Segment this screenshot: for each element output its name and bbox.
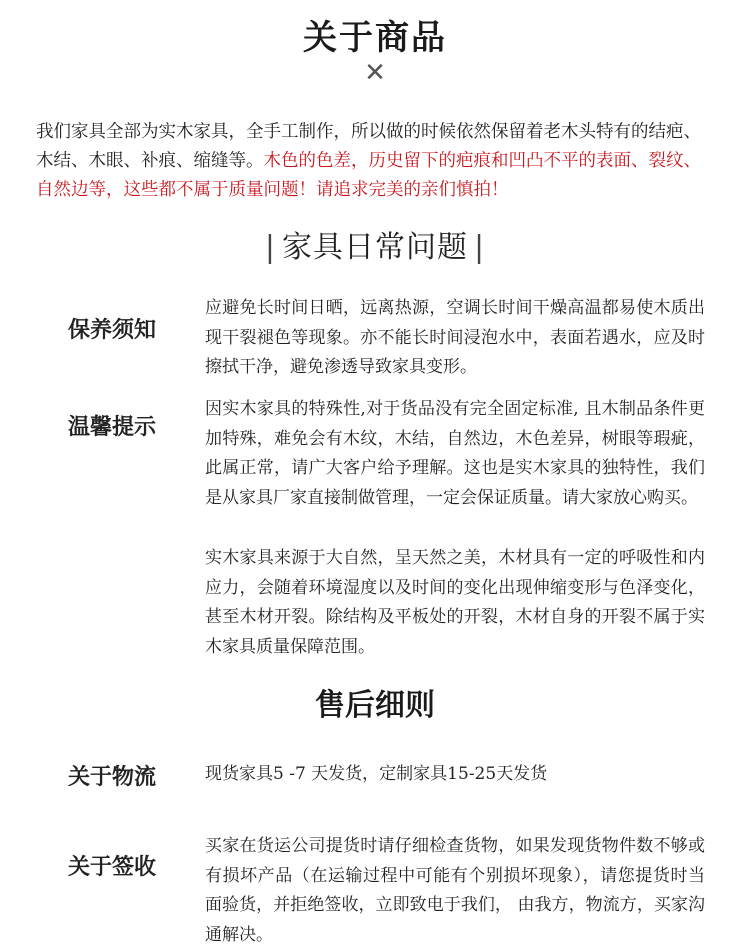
after-sales-heading: 售后细则 (315, 688, 435, 723)
signing-label: 关于签收 (68, 854, 157, 880)
heading-bar-left: | (264, 230, 276, 265)
maintenance-label: 保养须知 (68, 317, 157, 343)
signing-text: 买家在货运公司提货时请仔细检查货物，如果发现货物件数不够或有损坏产品（在运输过程中可能有个别损坏现象），请您提货时当面验货，并拒绝签收，立即致电于我们， 由我方，物流方，买家沟通解决。 (205, 836, 705, 945)
tips-text-1: 因实木家具的特殊性,对于货品没有完全固定标准, 且木制品条件更加特殊，难免会有木纹，木结，自然边，木色差异，树眼等瑕疵，此属正常，请广大客户给予理解。这也是实木家具的独特性，我们是从家具厂家直接制做管理，一定会保证质量。请大家放心购买。 (205, 399, 705, 508)
heading-bar-right: | (474, 230, 486, 265)
maintenance-text: 应避免长时间日晒，远离热源，空调长时间干燥高温都易使木质出现干裂褪色等现象。亦不能长时间浸泡水中，表面若遇水，应及时擦拭干净，避免渗透导致家具变形。 (205, 298, 705, 377)
close-icon: ✕ (364, 58, 386, 88)
daily-issues-heading (0, 222, 750, 266)
page-title: 关于商品 (303, 18, 447, 58)
intro-warning-text: 木色的色差，历史留下的疤痕和凹凸不平的表面、裂纹、自然边等，这些都不属于质量问题！请追求完美的亲们慎拍！ (36, 151, 701, 200)
tips-label: 温馨提示 (68, 414, 157, 440)
tips-text-2: 实木家具来源于大自然，呈天然之美，木材具有一定的呼吸性和内应力，会随着环境湿度以及时间的变化出现伸缩变形与色泽变化，甚至木材开裂。除结构及平板处的开裂，木材自身的开裂不属于实木家具质量保障范围。 (205, 548, 705, 657)
daily-issues-title: 家具日常问题 (282, 230, 468, 265)
intro-normal-text: 我们家具全部为实木家具，全手工制作，所以做的时候依然保留着老木头特有的结疤、木结、木眼、补痕、缩缝等。 (36, 122, 701, 171)
logistics-label: 关于物流 (68, 764, 157, 790)
intro-paragraph (36, 118, 716, 205)
logistics-text: 现货家具5 -7 天发货，定制家具15-25天发货 (205, 764, 548, 784)
